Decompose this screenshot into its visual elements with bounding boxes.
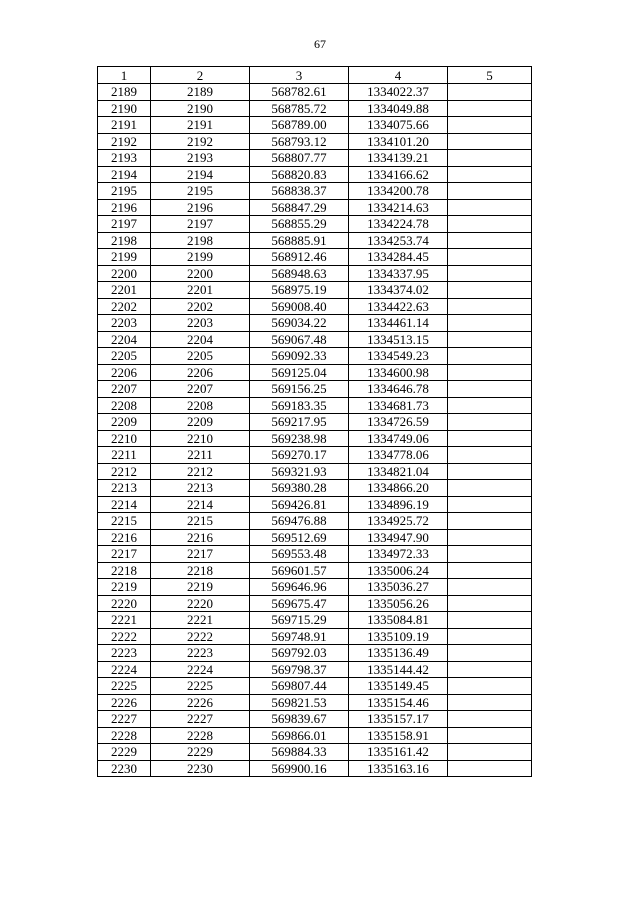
table-cell-col-4: 1334749.06 [349, 430, 448, 447]
table-cell-col-3: 569217.95 [250, 414, 349, 431]
table-cell-col-4: 1334866.20 [349, 480, 448, 497]
table-cell-col-1: 2198 [98, 232, 151, 249]
page-number: 67 [314, 37, 326, 51]
table-cell-col-1: 2221 [98, 612, 151, 629]
table-cell-col-5 [448, 100, 532, 117]
table-cell-col-4: 1335161.42 [349, 744, 448, 761]
table-cell-col-1: 2216 [98, 529, 151, 546]
table-cell-col-1: 2207 [98, 381, 151, 398]
table-cell-col-1: 2224 [98, 661, 151, 678]
table-cell-col-5 [448, 430, 532, 447]
table-row [98, 529, 532, 546]
table-cell-col-4: 1335144.42 [349, 661, 448, 678]
table-cell-col-1: 2195 [98, 183, 151, 200]
table-row [98, 133, 532, 150]
table-cell-col-3: 568785.72 [250, 100, 349, 117]
table-cell-col-1: 2214 [98, 496, 151, 513]
table-row [98, 298, 532, 315]
table-cell-col-2: 2193 [151, 150, 250, 167]
table-cell-col-5 [448, 678, 532, 695]
table-cell-col-3: 569092.33 [250, 348, 349, 365]
table-cell-col-2: 2224 [151, 661, 250, 678]
table-cell-col-3: 568948.63 [250, 265, 349, 282]
table-cell-col-4: 1334461.14 [349, 315, 448, 332]
table-cell-col-1: 2225 [98, 678, 151, 695]
table-row [98, 414, 532, 431]
table-cell-col-4: 1335154.46 [349, 694, 448, 711]
table-cell-col-4: 1334284.45 [349, 249, 448, 266]
table-cell-col-1: 2226 [98, 694, 151, 711]
table-cell-col-1: 2211 [98, 447, 151, 464]
table-cell-col-5 [448, 496, 532, 513]
table-cell-col-3: 569380.28 [250, 480, 349, 497]
table-cell-col-5 [448, 216, 532, 233]
table-cell-col-1: 2191 [98, 117, 151, 134]
table-cell-col-5 [448, 381, 532, 398]
table-cell-col-3: 568820.83 [250, 166, 349, 183]
table-cell-col-2: 2216 [151, 529, 250, 546]
table-cell-col-1: 2203 [98, 315, 151, 332]
table-cell-col-2: 2225 [151, 678, 250, 695]
coordinates-table [97, 66, 532, 777]
table-cell-col-4: 1334214.63 [349, 199, 448, 216]
table-cell-col-5 [448, 661, 532, 678]
table-cell-col-1: 2222 [98, 628, 151, 645]
table-cell-col-5 [448, 513, 532, 530]
table-cell-col-2: 2221 [151, 612, 250, 629]
table-row [98, 562, 532, 579]
table-row [98, 249, 532, 266]
table-row [98, 496, 532, 513]
table-cell-col-4: 1335163.16 [349, 760, 448, 777]
table-cell-col-5 [448, 298, 532, 315]
table-cell-col-1: 2204 [98, 331, 151, 348]
table-cell-col-2: 2228 [151, 727, 250, 744]
table-cell-col-4: 1335109.19 [349, 628, 448, 645]
table-cell-col-1: 2219 [98, 579, 151, 596]
table-row [98, 447, 532, 464]
table-row [98, 628, 532, 645]
table-row [98, 183, 532, 200]
table-cell-col-5 [448, 232, 532, 249]
table-cell-col-5 [448, 133, 532, 150]
table-cell-col-2: 2194 [151, 166, 250, 183]
table-cell-col-5 [448, 199, 532, 216]
table-cell-col-4: 1334925.72 [349, 513, 448, 530]
table-cell-col-1: 2209 [98, 414, 151, 431]
table-cell-col-3: 569900.16 [250, 760, 349, 777]
table-cell-col-4: 1334513.15 [349, 331, 448, 348]
table-cell-col-5 [448, 711, 532, 728]
table-cell-col-2: 2213 [151, 480, 250, 497]
table-cell-col-3: 569476.88 [250, 513, 349, 530]
table-row [98, 678, 532, 695]
table-row [98, 430, 532, 447]
table-cell-col-5 [448, 645, 532, 662]
table-cell-col-2: 2195 [151, 183, 250, 200]
table-row [98, 727, 532, 744]
table-cell-col-2: 2191 [151, 117, 250, 134]
table-cell-col-5 [448, 694, 532, 711]
table-cell-col-4: 1335149.45 [349, 678, 448, 695]
table-cell-col-4: 1334166.62 [349, 166, 448, 183]
table-cell-col-1: 2223 [98, 645, 151, 662]
column-header-3: 3 [250, 67, 349, 84]
table-cell-col-4: 1335056.26 [349, 595, 448, 612]
table-cell-col-5 [448, 331, 532, 348]
table-cell-col-5 [448, 166, 532, 183]
table-cell-col-1: 2220 [98, 595, 151, 612]
table-cell-col-2: 2214 [151, 496, 250, 513]
table-row [98, 216, 532, 233]
table-cell-col-1: 2228 [98, 727, 151, 744]
table-row [98, 744, 532, 761]
table-cell-col-1: 2190 [98, 100, 151, 117]
table-cell-col-2: 2212 [151, 463, 250, 480]
table-cell-col-3: 568885.91 [250, 232, 349, 249]
table-cell-col-4: 1334075.66 [349, 117, 448, 134]
table-cell-col-2: 2203 [151, 315, 250, 332]
table-row [98, 513, 532, 530]
table-cell-col-4: 1334374.02 [349, 282, 448, 299]
table-row [98, 397, 532, 414]
table-row [98, 711, 532, 728]
table-cell-col-5 [448, 562, 532, 579]
table-cell-col-1: 2212 [98, 463, 151, 480]
table-cell-col-5 [448, 414, 532, 431]
table-cell-col-3: 568789.00 [250, 117, 349, 134]
table-cell-col-5 [448, 447, 532, 464]
table-cell-col-5 [448, 760, 532, 777]
table-cell-col-4: 1334726.59 [349, 414, 448, 431]
table-cell-col-1: 2210 [98, 430, 151, 447]
table-cell-col-1: 2230 [98, 760, 151, 777]
table-cell-col-4: 1334022.37 [349, 84, 448, 101]
table-row [98, 579, 532, 596]
table-cell-col-1: 2200 [98, 265, 151, 282]
table-cell-col-2: 2189 [151, 84, 250, 101]
table-cell-col-1: 2213 [98, 480, 151, 497]
table-cell-col-2: 2230 [151, 760, 250, 777]
column-header-1: 1 [98, 67, 151, 84]
table-row [98, 546, 532, 563]
table-cell-col-3: 569807.44 [250, 678, 349, 695]
table-cell-col-2: 2209 [151, 414, 250, 431]
table-cell-col-2: 2207 [151, 381, 250, 398]
table-cell-col-1: 2189 [98, 84, 151, 101]
table-cell-col-2: 2223 [151, 645, 250, 662]
table-cell-col-3: 569748.91 [250, 628, 349, 645]
table-row [98, 645, 532, 662]
table-cell-col-5 [448, 595, 532, 612]
table-cell-col-4: 1334646.78 [349, 381, 448, 398]
table-cell-col-3: 569792.03 [250, 645, 349, 662]
table-cell-col-4: 1334778.06 [349, 447, 448, 464]
table-row [98, 315, 532, 332]
table-cell-col-4: 1334049.88 [349, 100, 448, 117]
table-cell-col-2: 2202 [151, 298, 250, 315]
table-cell-col-5 [448, 315, 532, 332]
table-row [98, 463, 532, 480]
table-row [98, 282, 532, 299]
table-cell-col-5 [448, 150, 532, 167]
table-row [98, 265, 532, 282]
table-cell-col-3: 569553.48 [250, 546, 349, 563]
table-cell-col-5 [448, 84, 532, 101]
table-row [98, 232, 532, 249]
table-row [98, 661, 532, 678]
table-cell-col-3: 568838.37 [250, 183, 349, 200]
table-cell-col-4: 1334253.74 [349, 232, 448, 249]
table-cell-col-3: 569125.04 [250, 364, 349, 381]
table-row [98, 364, 532, 381]
table-row [98, 381, 532, 398]
table-cell-col-2: 2222 [151, 628, 250, 645]
table-cell-col-1: 2197 [98, 216, 151, 233]
header-row [98, 67, 532, 84]
table-cell-col-4: 1335158.91 [349, 727, 448, 744]
table-cell-col-1: 2202 [98, 298, 151, 315]
table-cell-col-5 [448, 183, 532, 200]
table-cell-col-2: 2215 [151, 513, 250, 530]
table-cell-col-4: 1334224.78 [349, 216, 448, 233]
table-cell-col-4: 1334972.33 [349, 546, 448, 563]
table-cell-col-2: 2199 [151, 249, 250, 266]
table-cell-col-1: 2205 [98, 348, 151, 365]
table-row [98, 612, 532, 629]
table-cell-col-5 [448, 282, 532, 299]
table-cell-col-5 [448, 744, 532, 761]
table-cell-col-3: 569884.33 [250, 744, 349, 761]
table-cell-col-3: 569067.48 [250, 331, 349, 348]
column-header-2: 2 [151, 67, 250, 84]
table-cell-col-3: 569601.57 [250, 562, 349, 579]
table-cell-col-1: 2227 [98, 711, 151, 728]
table-cell-col-2: 2192 [151, 133, 250, 150]
table-header [98, 67, 532, 84]
table-cell-col-4: 1334821.04 [349, 463, 448, 480]
table-cell-col-1: 2196 [98, 199, 151, 216]
table-cell-col-4: 1334139.21 [349, 150, 448, 167]
table-cell-col-4: 1334896.19 [349, 496, 448, 513]
table-cell-col-2: 2220 [151, 595, 250, 612]
table-cell-col-3: 569646.96 [250, 579, 349, 596]
table-cell-col-3: 569426.81 [250, 496, 349, 513]
table-cell-col-2: 2229 [151, 744, 250, 761]
table-cell-col-3: 569675.47 [250, 595, 349, 612]
table-body [98, 84, 532, 777]
table-cell-col-3: 568855.29 [250, 216, 349, 233]
table-cell-col-5 [448, 348, 532, 365]
table-cell-col-1: 2229 [98, 744, 151, 761]
table-cell-col-4: 1334681.73 [349, 397, 448, 414]
table-cell-col-4: 1334422.63 [349, 298, 448, 315]
table-cell-col-2: 2201 [151, 282, 250, 299]
table-cell-col-3: 569238.98 [250, 430, 349, 447]
table-cell-col-2: 2198 [151, 232, 250, 249]
table-cell-col-3: 569839.67 [250, 711, 349, 728]
table-cell-col-3: 568782.61 [250, 84, 349, 101]
table-cell-col-3: 568912.46 [250, 249, 349, 266]
table-cell-col-1: 2206 [98, 364, 151, 381]
table-cell-col-2: 2226 [151, 694, 250, 711]
table-cell-col-1: 2218 [98, 562, 151, 579]
table-cell-col-2: 2206 [151, 364, 250, 381]
table-cell-col-1: 2193 [98, 150, 151, 167]
column-header-5: 5 [448, 67, 532, 84]
table-row [98, 595, 532, 612]
table-cell-col-4: 1334549.23 [349, 348, 448, 365]
table-cell-col-1: 2192 [98, 133, 151, 150]
table-cell-col-3: 569866.01 [250, 727, 349, 744]
table-cell-col-2: 2205 [151, 348, 250, 365]
table-cell-col-5 [448, 249, 532, 266]
table-cell-col-4: 1335136.49 [349, 645, 448, 662]
table-cell-col-2: 2219 [151, 579, 250, 596]
table-cell-col-3: 568847.29 [250, 199, 349, 216]
table-row [98, 348, 532, 365]
table-cell-col-5 [448, 612, 532, 629]
table-row [98, 199, 532, 216]
table-cell-col-3: 569821.53 [250, 694, 349, 711]
table-cell-col-1: 2215 [98, 513, 151, 530]
table-cell-col-5 [448, 628, 532, 645]
table-cell-col-3: 569183.35 [250, 397, 349, 414]
table-cell-col-2: 2211 [151, 447, 250, 464]
table-cell-col-4: 1334101.20 [349, 133, 448, 150]
table-cell-col-5 [448, 463, 532, 480]
table-cell-col-5 [448, 364, 532, 381]
table-cell-col-3: 569321.93 [250, 463, 349, 480]
table-cell-col-5 [448, 265, 532, 282]
table-cell-col-3: 569512.69 [250, 529, 349, 546]
table-cell-col-5 [448, 546, 532, 563]
table-cell-col-3: 569156.25 [250, 381, 349, 398]
table-cell-col-3: 568975.19 [250, 282, 349, 299]
table-cell-col-5 [448, 117, 532, 134]
table-cell-col-4: 1335006.24 [349, 562, 448, 579]
table-cell-col-4: 1335084.81 [349, 612, 448, 629]
table-cell-col-3: 569008.40 [250, 298, 349, 315]
table-cell-col-1: 2199 [98, 249, 151, 266]
table-cell-col-4: 1334600.98 [349, 364, 448, 381]
table-cell-col-2: 2204 [151, 331, 250, 348]
table-row [98, 480, 532, 497]
table-cell-col-4: 1334200.78 [349, 183, 448, 200]
table-cell-col-2: 2196 [151, 199, 250, 216]
table-cell-col-4: 1335036.27 [349, 579, 448, 596]
table-cell-col-3: 569715.29 [250, 612, 349, 629]
table-cell-col-3: 569798.37 [250, 661, 349, 678]
table-cell-col-5 [448, 480, 532, 497]
table-cell-col-3: 569270.17 [250, 447, 349, 464]
table-cell-col-5 [448, 529, 532, 546]
table-cell-col-4: 1334947.90 [349, 529, 448, 546]
table-row [98, 150, 532, 167]
table-cell-col-5 [448, 727, 532, 744]
table-row [98, 117, 532, 134]
table-cell-col-2: 2218 [151, 562, 250, 579]
table-row [98, 166, 532, 183]
table-cell-col-1: 2217 [98, 546, 151, 563]
table-cell-col-4: 1334337.95 [349, 265, 448, 282]
table-cell-col-5 [448, 397, 532, 414]
table-cell-col-1: 2194 [98, 166, 151, 183]
table-row [98, 331, 532, 348]
column-header-4: 4 [349, 67, 448, 84]
table-row [98, 694, 532, 711]
table-cell-col-2: 2200 [151, 265, 250, 282]
table-cell-col-1: 2208 [98, 397, 151, 414]
table-cell-col-3: 568793.12 [250, 133, 349, 150]
table-cell-col-2: 2208 [151, 397, 250, 414]
table-cell-col-2: 2197 [151, 216, 250, 233]
table-cell-col-3: 569034.22 [250, 315, 349, 332]
table-cell-col-2: 2217 [151, 546, 250, 563]
table-cell-col-1: 2201 [98, 282, 151, 299]
table-cell-col-5 [448, 579, 532, 596]
table-row [98, 84, 532, 101]
table-row [98, 100, 532, 117]
table-cell-col-2: 2227 [151, 711, 250, 728]
table-row [98, 760, 532, 777]
table-cell-col-2: 2190 [151, 100, 250, 117]
table-cell-col-2: 2210 [151, 430, 250, 447]
table-cell-col-3: 568807.77 [250, 150, 349, 167]
table-cell-col-4: 1335157.17 [349, 711, 448, 728]
